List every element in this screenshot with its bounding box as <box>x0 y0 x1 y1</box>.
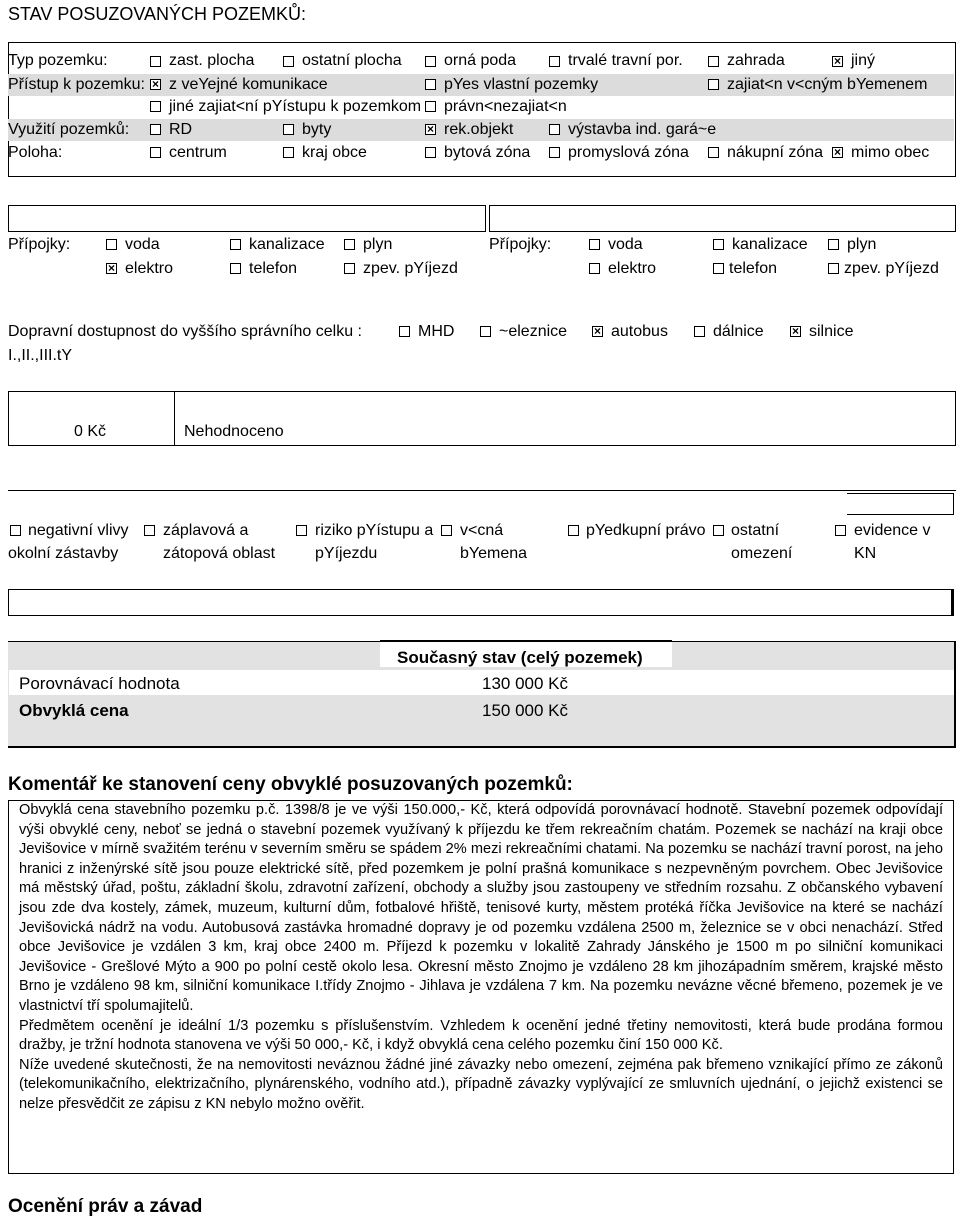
pripojky-right-label: Přípojky: <box>489 236 552 253</box>
pr-cb-1[interactable] <box>713 239 724 250</box>
pristup-opt-1: pYes vlastní pozemky <box>444 76 599 93</box>
pl-opt-4: telefon <box>249 260 298 277</box>
vliv-cb-6[interactable] <box>835 525 846 536</box>
summary-header: Současný stav (celý pozemek) <box>397 648 643 667</box>
pl-opt-2: plyn <box>363 236 393 253</box>
poloha-cb-4[interactable] <box>708 147 719 158</box>
dost-cb-2[interactable] <box>592 326 603 337</box>
poloha-opt-4: nákupní zóna <box>727 144 824 161</box>
pl-opt-3: elektro <box>125 260 174 277</box>
vliv-2-l2: pYíjezdu <box>315 545 378 562</box>
pripojky-right-box <box>489 205 956 232</box>
poloha-opt-0: centrum <box>169 144 227 161</box>
vyuziti-cb-2[interactable] <box>425 124 436 135</box>
vyuziti-label: Využití pozemků: <box>8 121 130 138</box>
vliv-4-l1: pYedkupní právo <box>586 522 706 539</box>
pripojky-left-box <box>8 205 486 232</box>
poloha-cb-2[interactable] <box>425 147 436 158</box>
pristup-cb-1[interactable] <box>425 79 436 90</box>
pl-cb-3[interactable] <box>106 263 117 274</box>
poloha-opt-3: promyslová zóna <box>568 144 689 161</box>
vliv-1-l2: zátopová oblast <box>163 545 276 562</box>
blank-bar <box>8 589 954 616</box>
dost-opt-1: ~eleznice <box>499 323 568 340</box>
vyuziti-cb-1[interactable] <box>283 124 294 135</box>
pristup-cb-2[interactable] <box>708 79 719 90</box>
vliv-1-l1: záplavová a <box>163 522 249 539</box>
dost-cb-0[interactable] <box>399 326 410 337</box>
pr-opt-0: voda <box>608 236 643 253</box>
vliv-2-l1: riziko pYístupu a <box>315 522 434 539</box>
pl-cb-1[interactable] <box>230 239 241 250</box>
pristup-opt-0: z veYejné komunikace <box>169 76 328 93</box>
poloha-opt-2: bytová zóna <box>444 144 531 161</box>
vliv-3-l2: bYemena <box>460 545 528 562</box>
typ-cb-2[interactable] <box>425 56 436 67</box>
pr-opt-3: elektro <box>608 260 657 277</box>
price-text: Nehodnoceno <box>184 423 284 440</box>
pl-cb-4[interactable] <box>230 263 241 274</box>
vliv-cb-2[interactable] <box>296 525 307 536</box>
typ-opt-5: jiný <box>851 52 876 69</box>
pripojky-left-label: Přípojky: <box>8 236 71 253</box>
vliv-cb-3[interactable] <box>441 525 452 536</box>
vliv-0-l2: okolní zástavby <box>8 545 119 562</box>
vlivy-right-box <box>847 493 954 515</box>
dost-cb-1[interactable] <box>480 326 491 337</box>
pl-cb-2[interactable] <box>344 239 355 250</box>
typ-label: Typ pozemku: <box>8 52 108 69</box>
dost-opt-0: MHD <box>418 323 455 340</box>
typ-opt-1: ostatní plocha <box>302 52 402 69</box>
typ-opt-3: trvalé travní por. <box>568 52 683 69</box>
comment-paragraph: Předmětem ocenění je ideální 1/3 pozemku s příslušenstvím. Vzhledem k ocenění jedné třetiny nemovitosti, která bude prodána formou dražby, je tržní hodnota stanovena ve výši 50 000,- Kč, i když obvyklá cena celého pozemku činí 150 000 Kč. <box>19 1017 943 1054</box>
vliv-5-l1: ostatní <box>731 522 780 539</box>
pristup-opt-4: právn<nezajiat<n <box>444 98 567 115</box>
vyuziti-opt-0: RD <box>169 121 193 138</box>
vliv-cb-1[interactable] <box>144 525 155 536</box>
price-box <box>8 391 956 446</box>
pl-cb-0[interactable] <box>106 239 117 250</box>
summary-top-line <box>380 640 672 642</box>
pristup-label: Přístup k pozemku: <box>8 76 145 93</box>
poloha-cb-0[interactable] <box>150 147 161 158</box>
pl-opt-1: kanalizace <box>249 236 325 253</box>
pr-cb-4[interactable] <box>713 263 724 274</box>
typ-cb-4[interactable] <box>708 56 719 67</box>
vliv-6-l2: KN <box>854 545 877 562</box>
typ-cb-1[interactable] <box>283 56 294 67</box>
poloha-cb-5[interactable] <box>832 147 843 158</box>
pr-cb-0[interactable] <box>589 239 600 250</box>
vliv-cb-0[interactable] <box>10 525 21 536</box>
dostupnost-label: Dopravní dostupnost do vyššího správního celku : <box>8 323 362 340</box>
summary-label-0: Porovnávací hodnota <box>19 674 180 693</box>
typ-opt-0: zast. plocha <box>169 52 255 69</box>
typ-cb-0[interactable] <box>150 56 161 67</box>
vliv-6-l1: evidence v <box>854 522 931 539</box>
pristup-cb-4[interactable] <box>425 101 436 112</box>
price-value: 0 Kč <box>74 423 107 440</box>
pristup-cb-0[interactable] <box>150 79 161 90</box>
vliv-0-l1: negativní vlivy <box>28 522 129 539</box>
typ-cb-3[interactable] <box>549 56 560 67</box>
page-title: STAV POSUZOVANÝCH POZEMKŮ: <box>8 4 307 24</box>
comment-heading: Komentář ke stanovení ceny obvyklé posuzovaných pozemků: <box>8 774 573 795</box>
dost-opt-2: autobus <box>611 323 668 340</box>
vliv-3-l1: v<cná <box>460 522 504 539</box>
pr-opt-4: telefon <box>729 260 778 277</box>
pr-opt-2: plyn <box>847 236 877 253</box>
dostupnost-suffix: I.,II.,III.tY <box>8 347 73 364</box>
pr-cb-3[interactable] <box>589 263 600 274</box>
pr-cb-2[interactable] <box>828 239 839 250</box>
pristup-opt-2: zajiat<n v<cným bYemenem <box>727 76 928 93</box>
pl-cb-5[interactable] <box>344 263 355 274</box>
poloha-cb-1[interactable] <box>283 147 294 158</box>
pr-cb-5[interactable] <box>828 263 839 274</box>
dost-opt-4: silnice <box>809 323 854 340</box>
poloha-opt-5: mimo obec <box>851 144 930 161</box>
poloha-cb-3[interactable] <box>549 147 560 158</box>
comment-paragraph: Níže uvedené skutečnosti, že na nemovitosti neváznou žádné jiné závazky nebo omezení, zejména pak břemeno vznikající přímo ze zákonů (telekomunikačního, elektrizačního, plynárenského, vodního atd.), případně závazky vyplývající ze smluvních ujednání, o jejichž existenci se nelze přesvědčit ze zápisu z KN nebylo možno ověřit. <box>19 1056 943 1112</box>
summary-value-1: 150 000 Kč <box>482 701 569 720</box>
pr-opt-5: zpev. pYíjezd <box>844 260 939 277</box>
bottom-heading: Ocenění práv a závad <box>8 1196 203 1217</box>
typ-opt-4: zahrada <box>727 52 785 69</box>
typ-cb-5[interactable] <box>832 56 843 67</box>
vyuziti-cb-3[interactable] <box>549 124 560 135</box>
pristup-cb-3[interactable] <box>150 101 161 112</box>
vliv-cb-5[interactable] <box>713 525 724 536</box>
pl-opt-5: zpev. pYíjezd <box>363 260 458 277</box>
vyuziti-opt-3: výstavba ind. gará~e <box>568 121 717 138</box>
pr-opt-1: kanalizace <box>732 236 808 253</box>
summary-value-0: 130 000 Kč <box>482 674 569 693</box>
vyuziti-opt-2: rek.objekt <box>444 121 514 138</box>
poloha-opt-1: kraj obce <box>302 144 367 161</box>
vyuziti-cb-0[interactable] <box>150 124 161 135</box>
poloha-label: Poloha: <box>8 144 63 161</box>
price-box-divider <box>174 391 175 446</box>
summary-label-1: Obvyklá cena <box>19 701 129 720</box>
vlivy-top-line <box>8 490 956 491</box>
dost-cb-4[interactable] <box>790 326 801 337</box>
comment-paragraph: Obvyklá cena stavebního pozemku p.č. 1398/8 je ve výši 150.000,- Kč, která odpovídá porovnávací hodnotě. Stavební pozemek odpovídají výši obvyklé ceny, neboť se jedná o stavební pozemek využívaný k příjezdu ke třem rekreačním chatám. Pozemek se nachází na kraji obce Jevišovice v mírně svažitém terénu v severním směru se spádem 2% mezi rekreačními chatami. Na pozemku se nachází travní porost, na jeho hranici z inženýrské sítě jsou pouze elektrické sítě, před pozemkem je polní prašná komunikace s nezpevněným povrchem. Obec Jevišovice má městský úřad, poštu, základní školu, zdravotní zařízení, obchody a služby jsou zastoupeny ve středním rozsahu. Z občanského vybavení jsou zde dva kostely, zámek, muzeum, kulturní dům, fotbalové hřiště, tenisové kurty, městem protéká říčka Jevišovice na které se nachází Jevišovická nádrž na vodu. Autobusová zastávka hromadné dopravy je od pozemku vzdálena 2500 m, železnice se v obci nenachází. Střed obce Jevišovice je vzdálen 3 km, kraj obce 2400 m. Příjezd k pozemku v lokalitě Zahrady Jánského je 1500 m po silniční komunikaci Jevišovice - Grešlové Mýto a 900 po polní cestě okolo lesa. Okresní město Znojmo je vzdáleno 28 km jihozápadním směrem, krajské město Brno je vzdáleno 98 km, silniční komunikace I.třídy Znojmo - Jihlava je vzdálena 7 km. Na pozemku nevázne věcné břemeno, pozemek je ve vlastnictví tří spolumajitelů. <box>19 802 943 1014</box>
comment-box <box>8 800 954 1174</box>
dost-cb-3[interactable] <box>694 326 705 337</box>
vyuziti-opt-1: byty <box>302 121 332 138</box>
pl-opt-0: voda <box>125 236 160 253</box>
pristup-opt-3: jiné zajiat<ní pYístupu k pozemkom <box>169 98 422 115</box>
vliv-cb-4[interactable] <box>568 525 579 536</box>
typ-opt-2: orná poda <box>444 52 517 69</box>
vliv-5-l2: omezení <box>731 545 793 562</box>
dost-opt-3: dálnice <box>713 323 764 340</box>
